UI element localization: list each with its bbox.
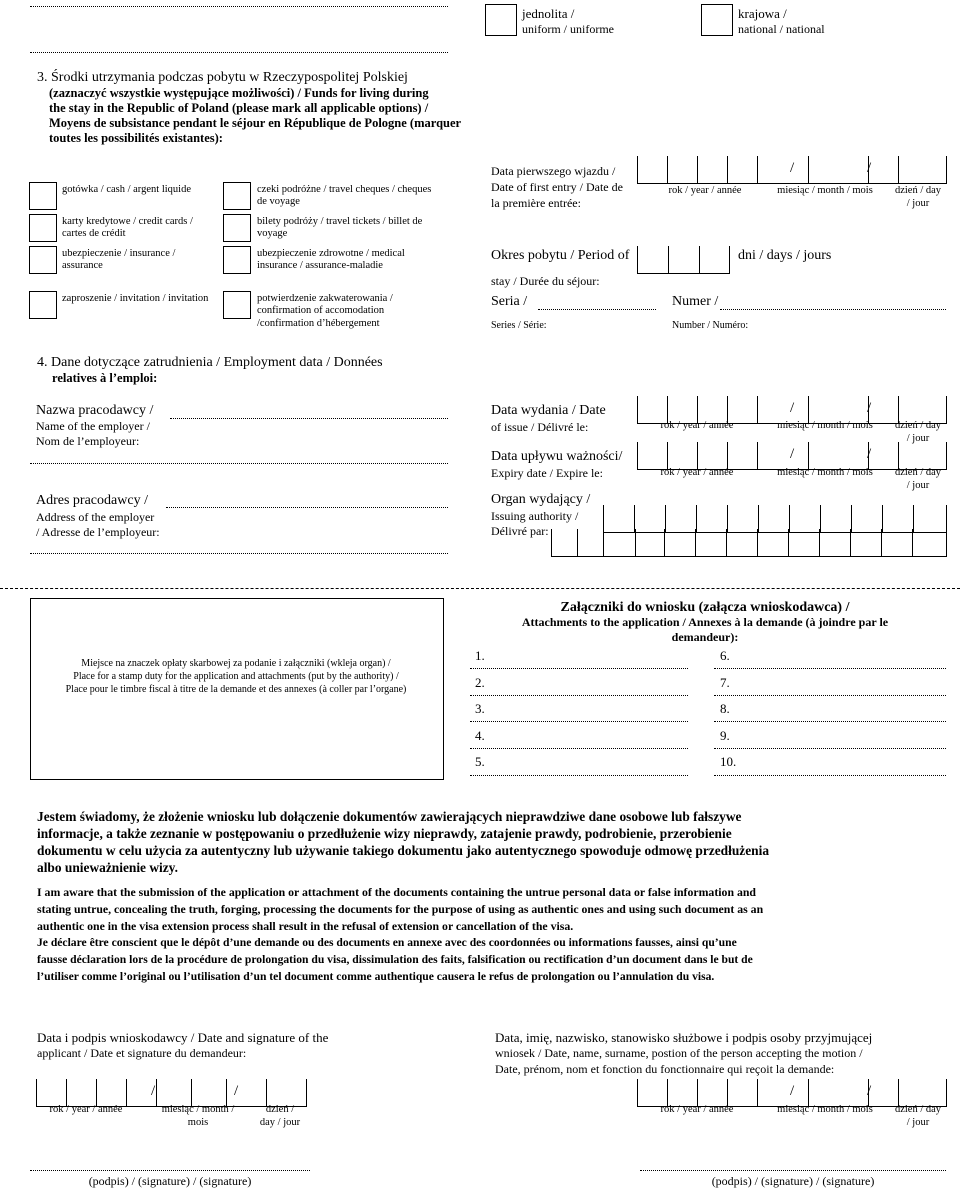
accommodation-label-3: /confirmation d’hébergement bbox=[257, 318, 380, 329]
cards-label-2: cartes de crédit bbox=[62, 228, 126, 239]
date-slash: / bbox=[151, 1083, 156, 1099]
uniform-label: jednolita / bbox=[522, 6, 575, 21]
stay-days-field[interactable] bbox=[637, 246, 729, 274]
attachment-item: 8. bbox=[720, 701, 730, 716]
attachment-input[interactable] bbox=[470, 721, 688, 722]
official-sign-label-2: wniosek / Date, name, surname, postion of the person accepting the motion / bbox=[495, 1046, 863, 1060]
section3-title-line4: Moyens de subsistance pendant le séjour en République de Pologne (marquer bbox=[49, 116, 462, 130]
official-sign-label: Data, imię, nazwisko, stanowisko służbowe i podpis osoby przyjmującej bbox=[495, 1030, 873, 1045]
section4-title bbox=[37, 355, 383, 370]
declaration-pl bbox=[37, 808, 945, 876]
attachment-input[interactable] bbox=[470, 668, 688, 669]
authority-label-2: Issuing authority / bbox=[491, 509, 579, 523]
attachment-input[interactable] bbox=[470, 695, 688, 696]
address-input[interactable] bbox=[166, 507, 448, 508]
tickets-label-2: voyage bbox=[257, 228, 288, 239]
date-slash: / bbox=[790, 1083, 795, 1099]
employer-label-2: Name of the employer / bbox=[36, 419, 150, 433]
section3-title-line2: (zaznaczyć wszystkie występujące możliwości) / Funds for living during bbox=[49, 86, 429, 100]
declaration-en-line: authentic one in the visa extension process shall result in the refusal of extension or cancellation of the visa. bbox=[37, 919, 574, 933]
address-input-2[interactable] bbox=[30, 553, 448, 554]
attachment-item: 1. bbox=[475, 648, 485, 663]
first-entry-day-digits[interactable] bbox=[898, 156, 946, 184]
expiry-label: Data upływu ważności/ bbox=[491, 449, 623, 464]
employer-input-2[interactable] bbox=[30, 463, 448, 464]
attachment-item: 5. bbox=[475, 754, 485, 769]
year-caption: rok / year / année bbox=[668, 185, 742, 196]
attachment-item: 9. bbox=[720, 728, 730, 743]
year-caption: rok / year / année bbox=[660, 420, 734, 431]
series-sub: Series / Série: bbox=[491, 320, 547, 331]
attachment-input[interactable] bbox=[714, 695, 946, 696]
authority-label: Organ wydający / bbox=[491, 492, 591, 507]
day-caption-2: / jour bbox=[906, 1117, 930, 1128]
national-sub: national / national bbox=[738, 22, 825, 36]
cash-label: gotówka / cash / argent liquide bbox=[62, 184, 191, 195]
first-entry-year-field[interactable] bbox=[637, 156, 757, 184]
day-caption-2: / jour bbox=[906, 433, 930, 444]
attachment-input[interactable] bbox=[714, 748, 946, 749]
applicant-year-caption: rok / year / année bbox=[49, 1104, 123, 1115]
tickets-checkbox[interactable] bbox=[223, 214, 251, 242]
day-caption: dzień / day bbox=[894, 467, 942, 478]
employer-label: Nazwa pracodawcy / bbox=[36, 403, 154, 418]
section4-title-2: relatives à l’emploi: bbox=[52, 371, 158, 385]
attachment-item: 10. bbox=[720, 754, 737, 769]
declaration-pl-line: albo unieważnienie wizy. bbox=[37, 860, 178, 875]
medical-checkbox[interactable] bbox=[223, 246, 251, 274]
declaration-en-line: I am aware that the submission of the application or attachment of the documents containing the untrue personal data or false information and bbox=[37, 885, 756, 899]
applicant-sign-label: Data i podpis wnioskodawcy / Date and signature of the bbox=[37, 1030, 329, 1045]
declaration-pl-line: dokumentu w celu użycia za autentyczny lub używanie takiego dokumentu jako autentycznego spowoduje odmowę przedłużenia bbox=[37, 843, 770, 858]
attachments-title: Załączniki do wniosku (załącza wnioskodawca) / bbox=[560, 600, 850, 615]
attachment-item: 2. bbox=[475, 675, 485, 690]
accommodation-label: potwierdzenie zakwaterowania / bbox=[257, 293, 393, 304]
month-caption: miesiąc / month / mois bbox=[777, 420, 873, 431]
number-sub: Number / Numéro: bbox=[672, 320, 749, 331]
insurance-checkbox[interactable] bbox=[29, 246, 57, 274]
date-slash: / bbox=[867, 400, 872, 416]
stamp-text-2: Place for a stamp duty for the application and attachments (put by the authority) / bbox=[73, 671, 399, 682]
first-entry-label: Data pierwszego wjazdu / bbox=[491, 164, 616, 178]
national-checkbox[interactable] bbox=[701, 4, 733, 36]
date-slash: / bbox=[867, 160, 872, 176]
section3-title-line5: toutes les possibilités existantes): bbox=[49, 131, 223, 145]
attachment-item: 7. bbox=[720, 675, 730, 690]
employer-label-3: Nom de l’employeur: bbox=[36, 434, 140, 448]
medical-label: ubezpieczenie zdrowotne / medical bbox=[257, 248, 405, 259]
employer-input[interactable] bbox=[170, 418, 448, 419]
insurance-label: ubezpieczenie / insurance / bbox=[62, 248, 176, 259]
declaration-en bbox=[37, 884, 945, 935]
attachment-item: 6. bbox=[720, 648, 730, 663]
attachments-title-3: demandeur): bbox=[671, 630, 739, 644]
attachments-title-2: Attachments to the application / Annexes à la demande (à joindre par le bbox=[521, 615, 889, 629]
declaration-fr-line: Je déclare être conscient que le dépôt d’une demande ou des documents en annexe avec des coordonnées ou informations fausses, ainsi qu’une bbox=[37, 936, 737, 949]
date-slash: / bbox=[790, 446, 795, 462]
address-label-2: Address of the employer bbox=[36, 510, 155, 524]
official-signature-line[interactable] bbox=[640, 1170, 946, 1171]
uniform-checkbox[interactable] bbox=[485, 4, 517, 36]
applicant-signature-line[interactable] bbox=[30, 1170, 310, 1171]
stamp-text-1: Miejsce na znaczek opłaty skarbowej za podanie i załączniki (wkleja organ) / bbox=[81, 658, 391, 669]
cards-checkbox[interactable] bbox=[29, 214, 57, 242]
applicant-month-caption-2: mois bbox=[187, 1117, 209, 1128]
authority-field-2[interactable] bbox=[551, 529, 946, 557]
attachment-input[interactable] bbox=[714, 668, 946, 669]
medical-label-2: insurance / assurance-maladie bbox=[257, 260, 383, 271]
attachment-input[interactable] bbox=[714, 721, 946, 722]
attachment-input[interactable] bbox=[470, 775, 688, 776]
accommodation-checkbox[interactable] bbox=[223, 291, 251, 319]
date-slash: / bbox=[790, 160, 795, 176]
days-label: dni / days / jours bbox=[738, 248, 832, 263]
official-signature-caption: (podpis) / (signature) / (signature) bbox=[711, 1174, 875, 1188]
issue-label-2: of issue / Délivré le: bbox=[491, 420, 589, 434]
applicant-day-caption-2: day / jour bbox=[259, 1117, 301, 1128]
top-dotted-line bbox=[30, 6, 448, 7]
issue-label: Data wydania / Date bbox=[491, 403, 606, 418]
applicant-day-caption: dzień / bbox=[265, 1104, 295, 1115]
series-label: Seria / bbox=[491, 294, 528, 309]
uniform-sub: uniform / uniforme bbox=[522, 22, 614, 36]
attachment-item: 3. bbox=[475, 701, 485, 716]
declaration-fr-line: fausse déclaration lors de la procédure de prolongation du visa, dissimulation des faits, falsification ou rectification d’un document dans le but de bbox=[37, 953, 753, 966]
declaration-fr-line: l’utiliser comme l’original ou l’utilisation d’un tel document comme authentique causera le refus de prolongation ou l’annulation du visa. bbox=[37, 970, 715, 983]
year-caption: rok / year / année bbox=[660, 1104, 734, 1115]
applicant-signature-caption: (podpis) / (signature) / (signature) bbox=[88, 1174, 252, 1188]
date-slash: / bbox=[867, 446, 872, 462]
first-entry-month-field[interactable] bbox=[758, 156, 808, 184]
top-dotted-line-2 bbox=[30, 52, 448, 53]
date-slash: / bbox=[867, 1083, 872, 1099]
number-input[interactable] bbox=[720, 309, 946, 310]
day-caption-2: / jour bbox=[906, 198, 930, 209]
date-slash: / bbox=[790, 400, 795, 416]
invitation-checkbox[interactable] bbox=[29, 291, 57, 319]
first-entry-day-field[interactable] bbox=[808, 156, 898, 184]
stamp-text-3: Place pour le timbre fiscal à titre de la demande et des annexes (à coller par l’organe) bbox=[65, 684, 407, 695]
month-caption: miesiąc / month / mois bbox=[777, 467, 873, 478]
day-caption: dzień / day bbox=[894, 1104, 942, 1115]
cut-line bbox=[0, 588, 960, 589]
declaration-fr bbox=[37, 934, 945, 985]
section4-title-text: 4. Dane dotyczące zatrudnienia / Employment data / Données bbox=[37, 355, 383, 370]
insurance-label-2: assurance bbox=[62, 260, 103, 271]
attachment-item: 4. bbox=[475, 728, 485, 743]
cheques-checkbox[interactable] bbox=[223, 182, 251, 210]
cheques-label-2: de voyage bbox=[257, 196, 300, 207]
stay-label: Okres pobytu / Period of bbox=[491, 248, 630, 263]
attachment-input[interactable] bbox=[470, 748, 688, 749]
applicant-sign-label-2: applicant / Date et signature du demandeur: bbox=[37, 1046, 247, 1060]
cash-checkbox[interactable] bbox=[29, 182, 57, 210]
address-label-3: / Adresse de l’employeur: bbox=[36, 525, 160, 539]
national-label: krajowa / bbox=[738, 6, 787, 21]
first-entry-label-2: Date of first entry / Date de bbox=[491, 180, 623, 194]
accommodation-label-2: confirmation of accomodation bbox=[257, 305, 385, 316]
authority-label-3: Délivré par: bbox=[491, 524, 549, 538]
expiry-label-2: Expiry date / Expire le: bbox=[491, 466, 603, 480]
declaration-en-line: stating untrue, concealing the truth, forging, processing the documents for the purpose of using as authentic ones and using such document as an bbox=[37, 902, 764, 916]
applicant-month-caption: miesiąc / month / bbox=[161, 1104, 235, 1115]
day-caption: dzień / day bbox=[894, 420, 942, 431]
section3-title-line3: the stay in the Republic of Poland (please mark all applicable options) / bbox=[49, 101, 429, 115]
day-caption-2: / jour bbox=[906, 480, 930, 491]
cheques-label: czeki podróżne / travel cheques / cheques bbox=[257, 184, 432, 195]
declaration-pl-line: informacje, a także zeznanie w postępowaniu o przedłużenie wizy nieprawdy, zatajenie prawdy, podrobienie, przerobienie bbox=[37, 826, 732, 841]
cards-label: karty kredytowe / credit cards / bbox=[62, 216, 193, 227]
tickets-label: bilety podróży / travel tickets / billet de bbox=[257, 216, 423, 227]
invitation-label: zaproszenie / invitation / invitation bbox=[62, 293, 209, 304]
date-slash: / bbox=[234, 1083, 239, 1099]
day-caption: dzień / day bbox=[894, 185, 942, 196]
declaration-pl-line: Jestem świadomy, że złożenie wniosku lub dołączenie dokumentów zawierających nieprawdziwe dane osobowe lub fałszywe bbox=[37, 809, 742, 824]
section3-title: 3. Środki utrzymania podczas pobytu w Rzeczypospolitej Polskiej bbox=[37, 70, 408, 85]
stay-label-2: stay / Durée du séjour: bbox=[491, 274, 600, 288]
number-label: Numer / bbox=[672, 294, 719, 309]
series-input[interactable] bbox=[538, 309, 656, 310]
official-sign-label-3: Date, prénom, nom et fonction du fonctionnaire qui reçoit la demande: bbox=[495, 1062, 835, 1076]
month-caption: miesiąc / month / mois bbox=[777, 185, 873, 196]
month-caption: miesiąc / month / mois bbox=[777, 1104, 873, 1115]
year-caption: rok / year / année bbox=[660, 467, 734, 478]
first-entry-label-3: la première entrée: bbox=[491, 196, 581, 210]
address-label: Adres pracodawcy / bbox=[36, 493, 148, 508]
attachment-input[interactable] bbox=[714, 775, 946, 776]
